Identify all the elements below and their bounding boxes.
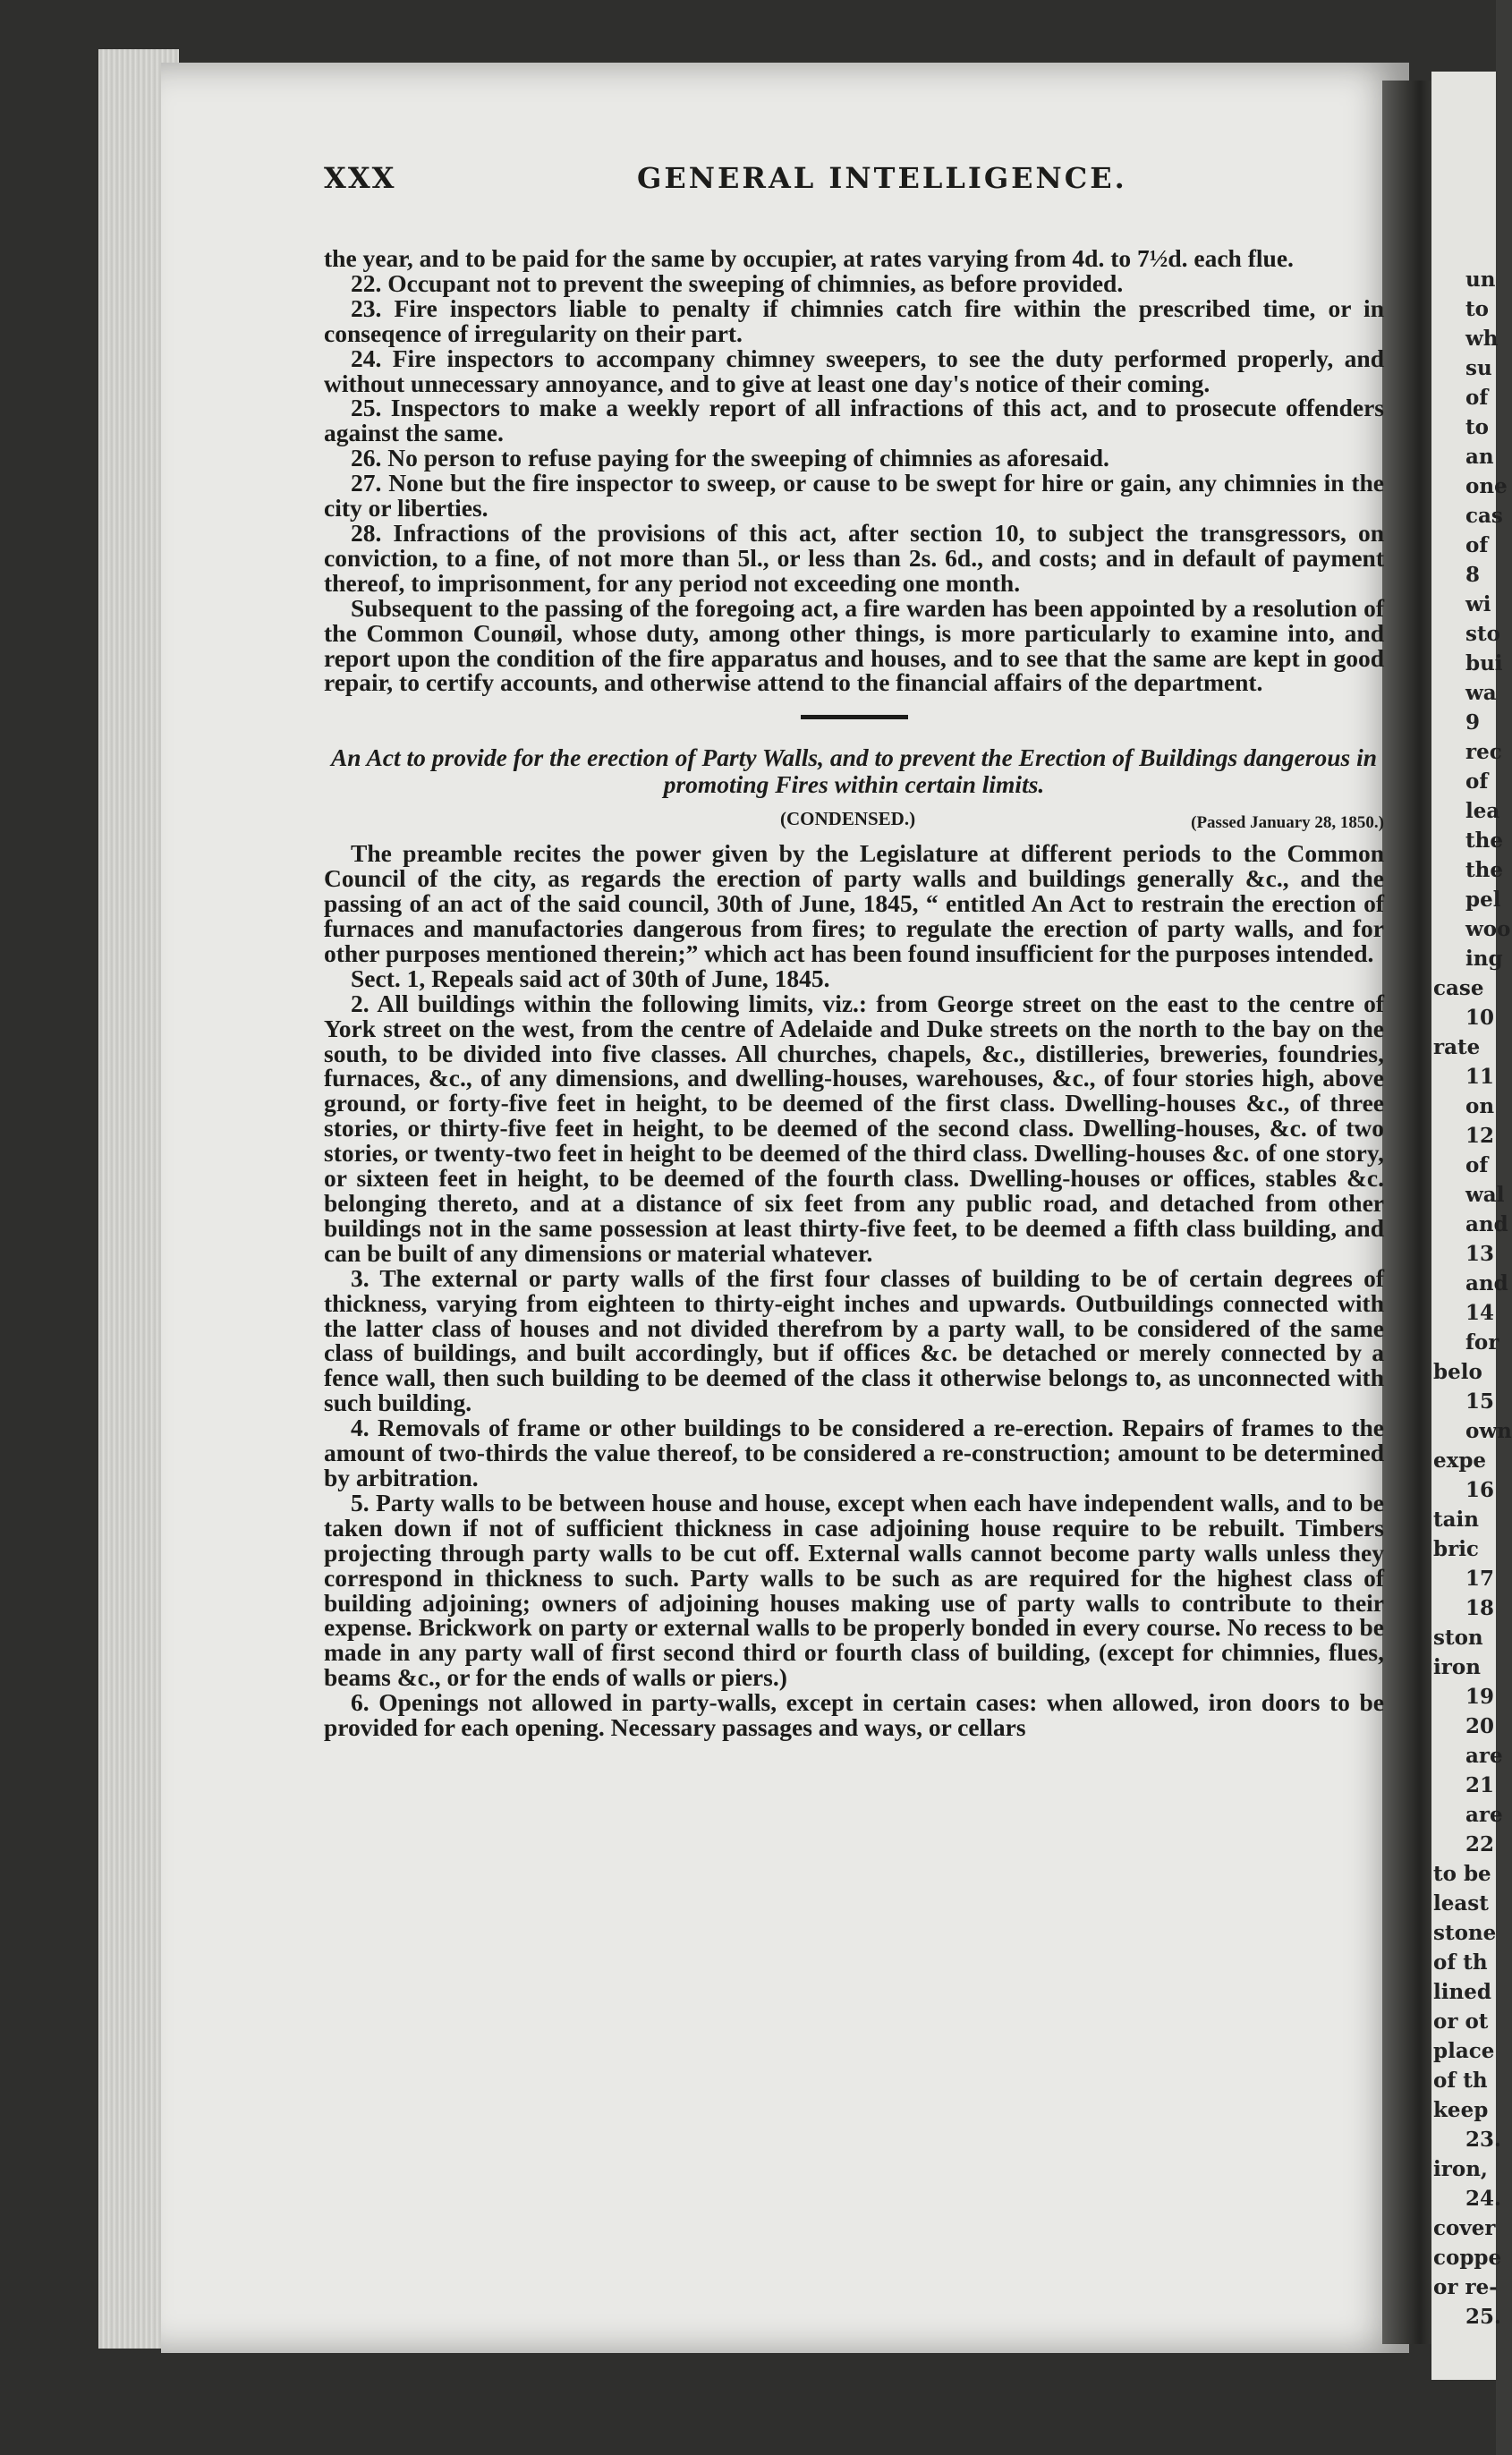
passed-date: (Passed January 28, 1850.) xyxy=(1191,813,1384,833)
facing-page-fragment: 25. xyxy=(1465,2305,1502,2329)
facing-page-fragment: coppe xyxy=(1433,2246,1502,2270)
act-meta xyxy=(324,802,1384,841)
paragraph: 24. Fire inspectors to accompany chimney sweepers, to see the duty performed properly, and without unnecessary annoyance, and to give at least one day's notice of their coming. xyxy=(324,344,1384,397)
paragraph: 23. Fire inspectors liable to penalty if chimnies catch fire within the prescribed time, or in conseqence of irregularity on their part. xyxy=(324,293,1384,347)
facing-page-fragment: 11 xyxy=(1465,1065,1495,1089)
facing-page-fragment: iron, xyxy=(1433,2157,1488,2181)
facing-page-fragment: 9 xyxy=(1465,710,1481,735)
facing-page-fragment: ston xyxy=(1433,1626,1483,1650)
facing-page-fragment: 20 xyxy=(1465,1714,1495,1738)
act-section: 6. Openings not allowed in party-walls, except in certain cases: when allowed, iron doors to be provided for each opening. Necessary passages and ways, or cellars xyxy=(324,1688,1384,1742)
facing-page-fragment: place xyxy=(1433,2039,1495,2063)
facing-page-fragment: tain xyxy=(1433,1508,1479,1532)
condensed-label: (CONDENSED.) xyxy=(780,808,916,830)
facing-page-fragment: 12 xyxy=(1465,1124,1495,1148)
facing-page-fragment: un xyxy=(1465,268,1496,292)
facing-page-fragment: 24. xyxy=(1465,2187,1502,2211)
facing-page-fragment: of th xyxy=(1433,2068,1488,2093)
facing-page-fragment: of xyxy=(1465,533,1489,557)
facing-page-fragment: to xyxy=(1465,415,1489,439)
facing-page-fragment: least xyxy=(1433,1891,1489,1916)
facing-page-edge xyxy=(1431,72,1512,2380)
act-section: 4. Removals of frame or other buildings to be considered a re-erection. Repairs of frames to the amount of two-thirds the value thereof, to be considered a re-construction; amount to be determined by arbitration. xyxy=(324,1414,1384,1491)
facing-page-fragment: on xyxy=(1465,1094,1495,1118)
facing-page-fragment: 10 xyxy=(1465,1006,1495,1030)
paragraph: the year, and to be paid for the same by occupier, at rates varying from 4d. to 7½d. each flue. xyxy=(324,244,1294,272)
facing-page-fragment: 21 xyxy=(1465,1773,1495,1797)
facing-page-fragment: the xyxy=(1465,858,1503,882)
facing-page-fragment: bui xyxy=(1465,651,1503,675)
facing-page-fragment: keep xyxy=(1433,2098,1489,2122)
paragraph: 28. Infractions of the provisions of this act, after section 10, to subject the transgressors, on conviction, to a fine, of not more than 5l., or less than 2s. 6d., and costs; and in default of payment thereof, to imprisonment, for any period not exceeding one month. xyxy=(324,518,1384,597)
facing-page-fragment: to xyxy=(1465,297,1489,321)
facing-page-fragment: 14 xyxy=(1465,1301,1495,1325)
facing-page-fragment: lined xyxy=(1433,1980,1491,2004)
facing-page-fragment: 18 xyxy=(1465,1596,1495,1620)
facing-page-fragment: case xyxy=(1433,976,1484,1000)
facing-page-fragment: 16 xyxy=(1465,1478,1495,1502)
facing-page-fragment: rate xyxy=(1433,1035,1481,1059)
act-section: 3. The external or party walls of the first four classes of building to be of certain degrees of thickness, varying from eighteen to thirty-eight inches and upwards. Outbuildings connected with the latter class of houses and not divided therefrom by a party wall, to be considered of the same class of buildings, and built accordingly, but if offices &c. be detached or merely connected by a fence wall, then such building to be deemed of the class it otherwise belongs to, as unconnected with such building. xyxy=(324,1263,1384,1417)
facing-page-fragment: and xyxy=(1465,1212,1508,1236)
facing-page-fragment: wi xyxy=(1465,592,1491,616)
act-section: Sect. 1, Repeals said act of 30th of June, 1845. xyxy=(351,964,830,992)
facing-page-fragment: for xyxy=(1465,1330,1499,1355)
act-title: An Act to provide for the erection of Party Walls, and to prevent the Erection of Buildings dangerous in promoting Fires within certain limits. xyxy=(330,743,1378,799)
paragraph: 22. Occupant not to prevent the sweeping of chimnies, as before provided. xyxy=(351,268,1124,297)
paragraph: 27. None but the fire inspector to sweep, or cause to be swept for hire or gain, any chimnies in the city or liberties. xyxy=(324,469,1384,522)
facing-page-fragment: of xyxy=(1465,769,1489,794)
facing-page-fragment: 22 xyxy=(1465,1832,1495,1856)
facing-page-fragment: expe xyxy=(1433,1448,1487,1473)
act-section: 5. Party walls to be between house and house, except when each have independent walls, and to be taken down if not of sufficient thickness in case adjoining house require to be rebuilt. Timbers projecting through party walls to be cut off. External walls cannot become party walls unless they correspond in thickness to such. Party walls to be such as are required for the highest class of building adjoining; owners of adjoining houses making use of party walls to contribute to their expense. Brickwork on party or external walls to be properly bonded in every course. No recess to be made in any party wall of first second third or fourth class of building, (except for chimnies, flues, beams &c., or for the ends of walls or piers.) xyxy=(324,1488,1384,1692)
facing-page-fragment: woo xyxy=(1465,917,1511,941)
facing-page-fragment: 13 xyxy=(1465,1242,1495,1266)
facing-page-fragment: su xyxy=(1465,356,1492,380)
facing-page-fragment: 23. xyxy=(1465,2128,1502,2152)
facing-page-fragment: one xyxy=(1465,474,1508,498)
facing-page-fragment: the xyxy=(1465,828,1503,853)
facing-page-fragment: cover xyxy=(1433,2216,1496,2240)
facing-page-fragment: cas xyxy=(1465,504,1503,528)
paragraph: Subsequent to the passing of the foregoing act, a fire warden has been appointed by a resolution of the Common Counøil, whose duty, among other things, is more particularly to examine into, and report upon the condition of the fire apparatus and houses, and to see that the same are kept in good repair, to certify accounts, and otherwise attend to the financial affairs of the department. xyxy=(324,593,1384,697)
text-column xyxy=(324,246,1384,1740)
facing-page-fragment: of xyxy=(1465,1153,1489,1177)
facing-page-fragment: rec xyxy=(1465,740,1502,764)
facing-page-fragment: of xyxy=(1465,386,1489,410)
facing-page-fragment: wal xyxy=(1465,1183,1505,1207)
facing-page-fragment: and xyxy=(1465,1271,1508,1295)
facing-page-fragment: or ot xyxy=(1433,2009,1489,2034)
act-section: The preamble recites the power given by the Legislature at different periods to the Common Council of the city, as regards the erection of party walls and buildings generally &c., and the passing of an act of the said council, 30th of June, 1845, “ entitled An Act to restrain the erection of furnaces and manufactories dangerous from fires; to regulate the erection of party walls, and for other purposes mentioned therein;” which act has been found insufficient for the purposes intended. xyxy=(324,839,1384,967)
facing-page-fragment: an xyxy=(1465,445,1494,469)
paragraph: 26. No person to refuse paying for the sweeping of chimnies as aforesaid. xyxy=(351,444,1109,472)
facing-page-fragment: to be xyxy=(1433,1862,1491,1886)
facing-page-fragment: 19 xyxy=(1465,1685,1495,1709)
facing-page-fragment: are xyxy=(1465,1803,1503,1827)
facing-page-fragment: 15 xyxy=(1465,1389,1495,1414)
facing-page-fragment: 8 xyxy=(1465,563,1481,587)
act-section: 2. All buildings within the following limits, viz.: from George street on the east to the centre of York street on the west, from the centre of Adelaide and Duke streets on the north to the bay on the south, to be divided into five classes. All churches, chapels, &c., distilleries, breweries, foundries, furnaces, &c., of any dimensions, and dwelling-houses, warehouses, &c., of four stories high, above ground, or forty-five feet in height, to be deemed of the first class. Dwelling-houses &c., of three stories, or thirty-five feet in height, to be deemed of the second class. Dwelling-houses, &c. of two stories, or twenty-two feet in height to be deemed of the third class. Dwelling-houses &c. of one story, or sixteen feet in height, to be deemed of the fourth class. Dwelling-houses or offices, stables &c. belonging thereto, and at a distance of six feet from any public road, and detached from other buildings not in the same possession at least thirty-five feet, to be deemed a fifth class building, and can be built of any dimensions or material whatever. xyxy=(324,989,1384,1267)
facing-page-fragment: of th xyxy=(1433,1950,1488,1975)
facing-page-fragment: wh xyxy=(1465,327,1499,351)
facing-page-fragment: wa xyxy=(1465,681,1497,705)
facing-page-fragment: 17 xyxy=(1465,1567,1495,1591)
facing-page-fragment: stone xyxy=(1433,1921,1497,1945)
facing-page-fragment: or re- xyxy=(1433,2275,1498,2299)
paragraph: 25. Inspectors to make a weekly report of all infractions of this act, and to prosecute offenders against the same. xyxy=(324,394,1384,447)
page-title: GENERAL INTELLIGENCE. xyxy=(637,161,1127,195)
facing-page-fragment: are xyxy=(1465,1744,1503,1768)
page-folio: XXX xyxy=(324,161,396,195)
section-divider-rule xyxy=(801,715,908,719)
facing-page-fragment: own xyxy=(1465,1419,1512,1443)
running-head xyxy=(324,161,1380,206)
facing-page-fragment: bric xyxy=(1433,1537,1479,1561)
facing-page-fragment: pel xyxy=(1465,888,1501,912)
facing-page-fragment: iron xyxy=(1433,1655,1481,1679)
facing-page-fragment: ing xyxy=(1465,947,1503,971)
facing-page-fragment: sto xyxy=(1465,622,1500,646)
facing-page-fragment: lea xyxy=(1465,799,1500,823)
facing-page-fragment: belo xyxy=(1433,1360,1482,1384)
